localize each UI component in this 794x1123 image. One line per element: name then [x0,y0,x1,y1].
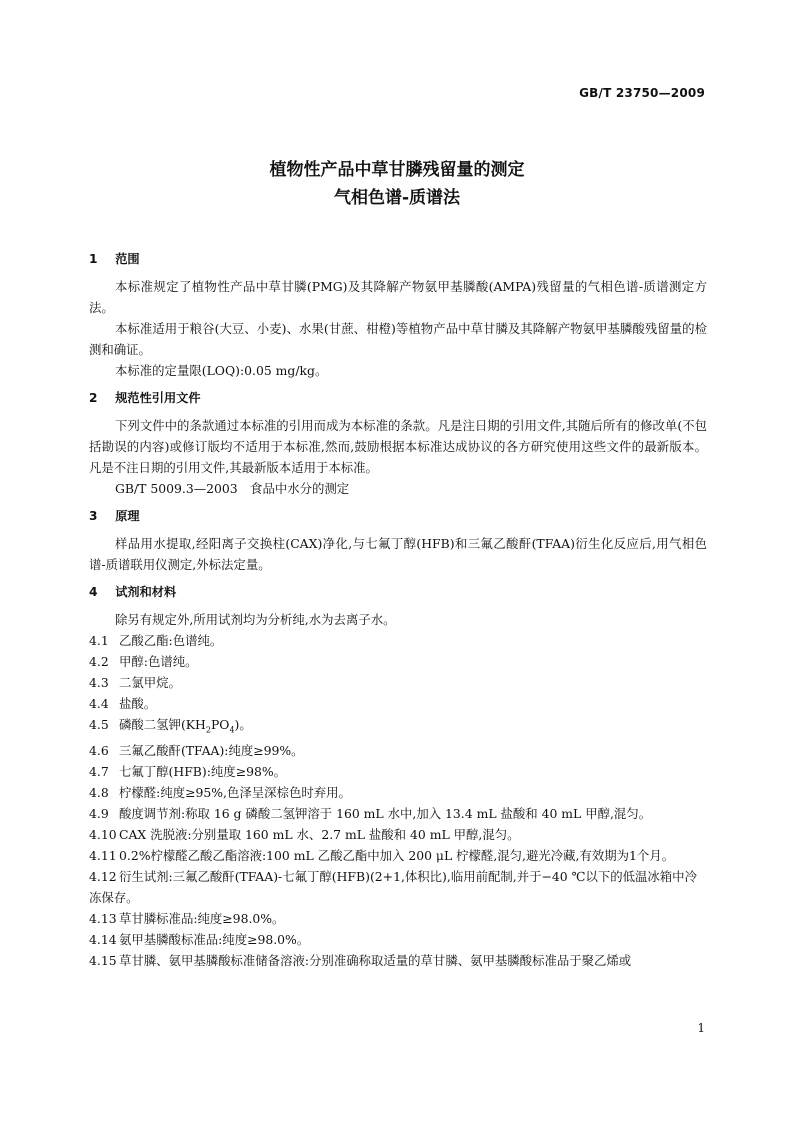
item-text: 氨甲基膦酸标准品:纯度≥98.0%。 [119,932,310,948]
list-item [89,693,707,714]
item-number: 4.14 [89,932,117,948]
section-heading-scope [89,248,707,270]
item-number: 4.11 [89,848,117,864]
section-heading-references [89,387,707,409]
item-number: 4.7 [89,764,109,780]
item-number: 4.13 [89,911,117,927]
list-item [89,929,707,950]
item-text: 三氟乙酸酐(TFAA):纯度≥99%。 [119,743,304,759]
item-number: 4.12 [89,869,117,885]
document-body [89,248,707,971]
paragraph: 本标准适用于粮谷(大豆、小麦)、水果(甘蔗、柑橙)等植物产品中草甘膦及其降解产物氨甲基膦酸残留量的检测和确证。 [89,321,707,357]
item-text: PO [210,717,230,732]
item-text: 柠檬醛:纯度≥95%,色泽呈深棕色时弃用。 [119,785,351,801]
page-title-line2: 气相色谱-质谱法 [333,188,461,208]
section-number: 1 [89,252,98,266]
list-item [89,761,707,782]
paragraph: 除另有规定外,所用试剂均为分析纯,水为去离子水。 [115,612,396,627]
item-text: 0.2%柠檬醛乙酸乙酯溶液:100 mL 乙酸乙酯中加入 200 μL 柠檬醛,混匀,避光冷藏,有效期为1个月。 [119,848,675,864]
item-text: 七氟丁醇(HFB):纯度≥98%。 [119,764,287,780]
subscript: 2 [205,725,211,735]
item-number: 4.5 [89,717,109,732]
section-number: 3 [89,509,98,523]
item-number: 4.6 [89,743,109,759]
list-item [89,950,707,971]
item-text: 二氯甲烷。 [119,675,181,690]
list-item [89,866,707,908]
paragraph: 样品用水提取,经阳离子交换柱(CAX)净化,与七氟丁醇(HFB)和三氟乙酸酐(TFAA)衍生化反应后,用气相色谱-质谱联用仪测定,外标法定量。 [89,536,707,572]
item-number: 4.8 [89,785,109,801]
list-item [89,824,707,845]
section-heading-principle [89,505,707,527]
item-text: )。 [234,717,252,732]
item-text: 乙酸乙酯:色谱纯。 [119,633,223,648]
list-item [89,908,707,929]
item-text: 酸度调节剂:称取 16 g 磷酸二氢钾溶于 160 mL 水中,加入 13.4 mL 盐酸和 40 mL 甲醇,混匀。 [119,806,652,822]
list-item [89,714,707,740]
section-title: 规范性引用文件 [115,391,201,405]
standard-code: GB/T 23750—2009 [579,86,705,100]
item-number: 4.9 [89,806,109,822]
section-title: 范围 [115,252,140,266]
list-item [89,845,707,866]
item-text: 磷酸二氢钾(KH [119,717,206,732]
item-number: 4.3 [89,675,109,690]
paragraph: 本标准规定了植物性产品中草甘膦(PMG)及其降解产物氨甲基膦酸(AMPA)残留量的气相色谱-质谱测定方法。 [89,279,707,315]
paragraph: 本标准的定量限(LOQ):0.05 mg/kg。 [115,363,328,378]
section-title: 试剂和材料 [115,585,177,599]
page-number: 1 [697,1021,705,1035]
item-number: 4.15 [89,953,117,969]
section-heading-reagents [89,581,707,603]
item-number: 4.10 [89,827,117,843]
section-title: 原理 [115,509,140,523]
page-title-line1: 植物性产品中草甘膦残留量的测定 [269,160,525,180]
item-number: 4.4 [89,696,109,711]
item-text: 盐酸。 [119,696,157,711]
list-item [89,740,707,761]
item-number: 4.2 [89,654,109,669]
paragraph: 下列文件中的条款通过本标准的引用而成为本标准的条款。凡是注日期的引用文件,其随后所有的修改单(不包括勘误的内容)或修订版均不适用于本标准,然而,鼓励根据本标准达成协议的各方研究使用这些文件的最新版本。凡是不注日期的引用文件,其最新版本适用于本标准。 [89,418,707,475]
list-item [89,672,707,693]
item-text: CAX 洗脱液:分别量取 160 mL 水、2.7 mL 盐酸和 40 mL 甲醇,混匀。 [119,827,520,843]
item-number: 4.1 [89,633,109,648]
item-text: 草甘膦标准品:纯度≥98.0%。 [119,911,285,927]
item-text: 衍生试剂:三氟乙酸酐(TFAA)-七氟丁醇(HFB)(2+1,体积比),临用前配制,并于−40 ℃以下的低温冰箱中冷冻保存。 [89,869,697,906]
section-number: 4 [89,585,98,599]
item-text: 草甘膦、氨甲基膦酸标准储备溶液:分别准确称取适量的草甘膦、氨甲基膦酸标准品于聚乙烯或 [119,953,632,969]
list-item [89,782,707,803]
list-item [89,630,707,651]
item-text: 甲醇:色谱纯。 [119,654,198,669]
subscript: 4 [229,725,235,735]
list-item [89,651,707,672]
section-number: 2 [89,391,98,405]
reference-entry: GB/T 5009.3—2003 食品中水分的测定 [115,481,350,496]
list-item [89,803,707,824]
